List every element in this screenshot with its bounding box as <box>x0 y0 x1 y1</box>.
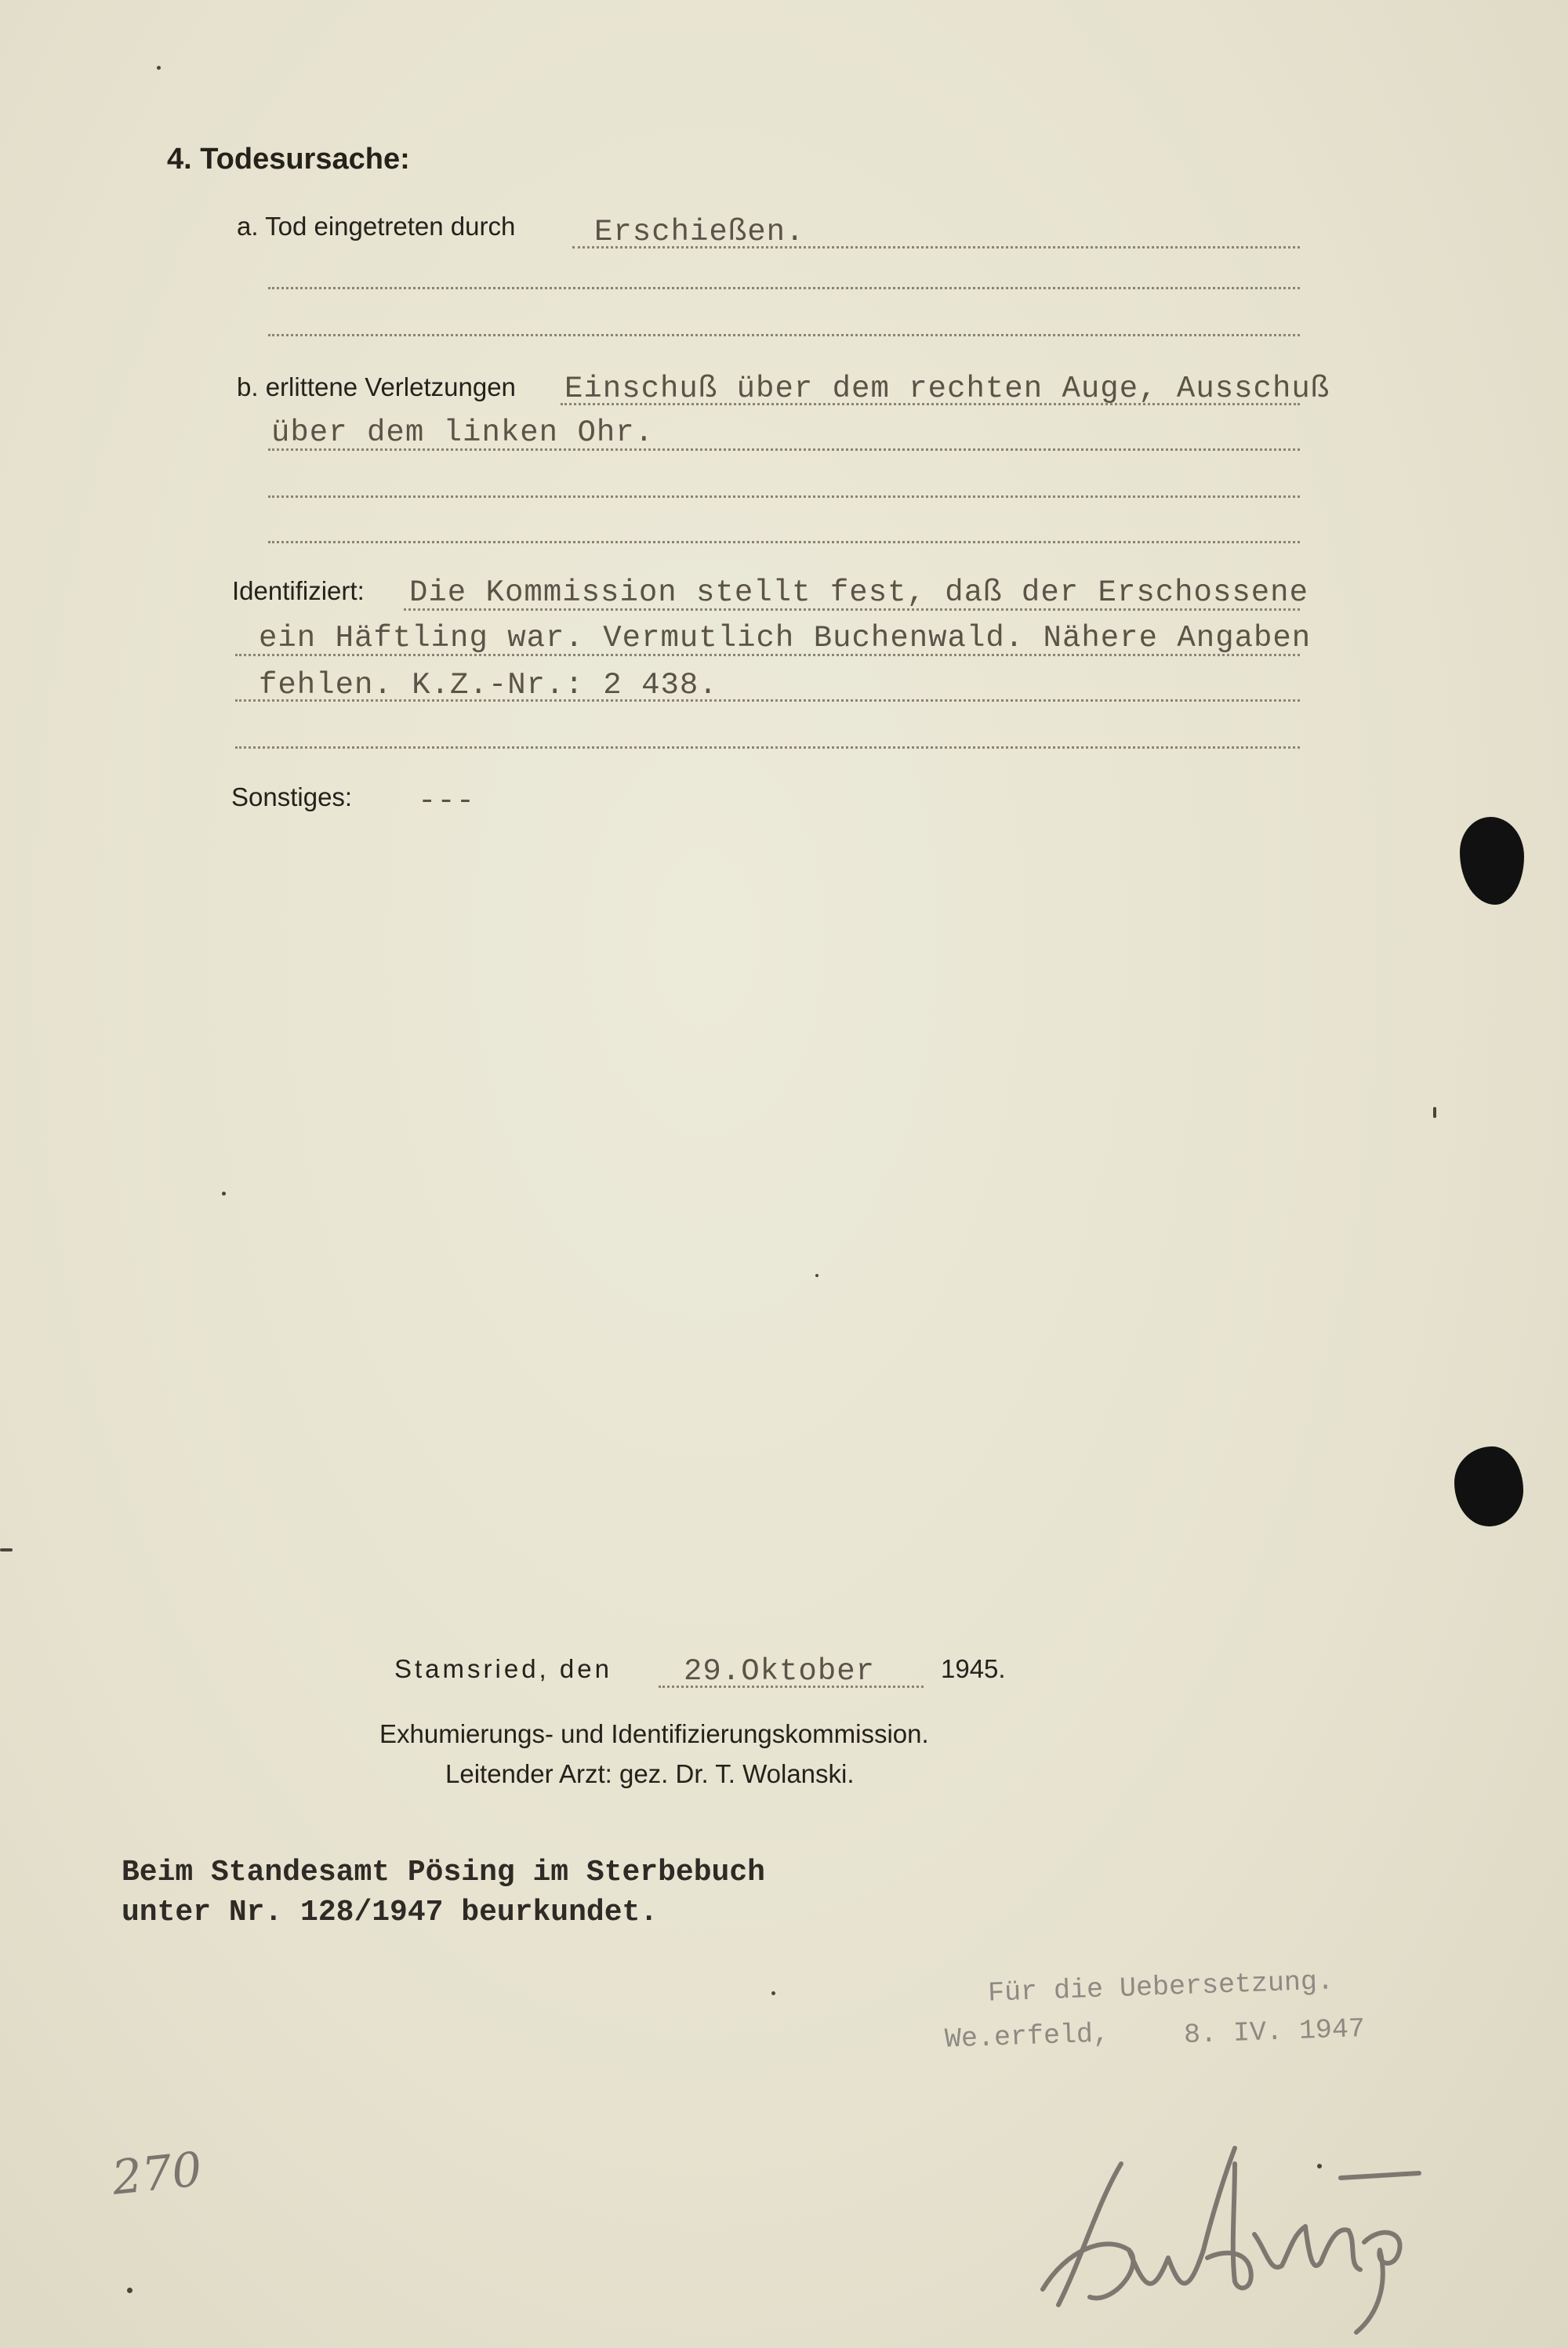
paper-speck <box>771 1991 775 1995</box>
dotted-line <box>268 334 1300 336</box>
dotted-line <box>268 448 1300 451</box>
punch-hole-bottom <box>1454 1446 1523 1526</box>
handwritten-signature <box>1011 2132 1435 2336</box>
dotted-line <box>268 541 1300 543</box>
identified-line2: ein Häftling war. Vermutlich Buchenwald. Nähere Angaben <box>259 621 1312 655</box>
identified-line1: Die Kommission stellt fest, daß der Erschossene <box>409 575 1308 610</box>
injuries-value-line2: über dem linken Ohr. <box>271 416 655 450</box>
place-date-value: 29.Oktober <box>684 1654 876 1689</box>
dotted-line <box>268 287 1300 289</box>
registry-line1: Beim Standesamt Pösing im Sterbebuch <box>122 1856 765 1889</box>
dotted-line <box>659 1686 924 1688</box>
paper-speck <box>157 66 161 70</box>
punch-hole-top <box>1460 817 1524 905</box>
section-heading: 4. Todesursache: <box>167 143 410 176</box>
paper-speck <box>815 1274 818 1277</box>
cause-label: a. Tod eingetreten durch <box>237 212 516 241</box>
edge-mark <box>0 1548 13 1551</box>
misc-label: Sonstiges: <box>231 782 353 811</box>
doctor-line: Leitender Arzt: gez. Dr. T. Wolanski. <box>445 1759 855 1788</box>
dotted-line <box>404 608 1300 611</box>
paper-speck <box>1317 2164 1322 2168</box>
identified-line3: fehlen. K.Z.-Nr.: 2 438. <box>259 668 718 702</box>
certification-line2-prefix: We.erfeld, <box>944 2018 1110 2056</box>
injuries-value-line1: Einschuß über dem rechten Auge, Ausschuß <box>564 372 1330 406</box>
certification-line2-date: 8. IV. 1947 <box>1183 2012 1366 2052</box>
dotted-line <box>235 699 1300 702</box>
dotted-line <box>268 495 1300 498</box>
dotted-line <box>561 403 1300 405</box>
paper-speck <box>222 1192 226 1196</box>
injuries-label: b. erlittene Verletzungen <box>237 372 516 401</box>
cause-value: Erschießen. <box>594 215 805 249</box>
dotted-line <box>235 746 1300 749</box>
dotted-line <box>572 246 1300 249</box>
identified-label: Identifiziert: <box>232 576 365 605</box>
certification-line1: Für die Uebersetzung. <box>987 1965 1334 2009</box>
paper-speck <box>127 2288 132 2293</box>
place-date-year: 1945. <box>941 1654 1006 1683</box>
paper-speck <box>1433 1107 1436 1118</box>
misc-value: --- <box>418 784 476 818</box>
place-date-prefix: Stamsried, den <box>394 1654 612 1683</box>
commission-name: Exhumierungs- und Identifizierungskommission. <box>379 1719 929 1748</box>
dotted-line <box>235 654 1300 656</box>
page-number: 270 <box>109 2142 205 2206</box>
registry-line2: unter Nr. 128/1947 beurkundet. <box>122 1896 659 1929</box>
